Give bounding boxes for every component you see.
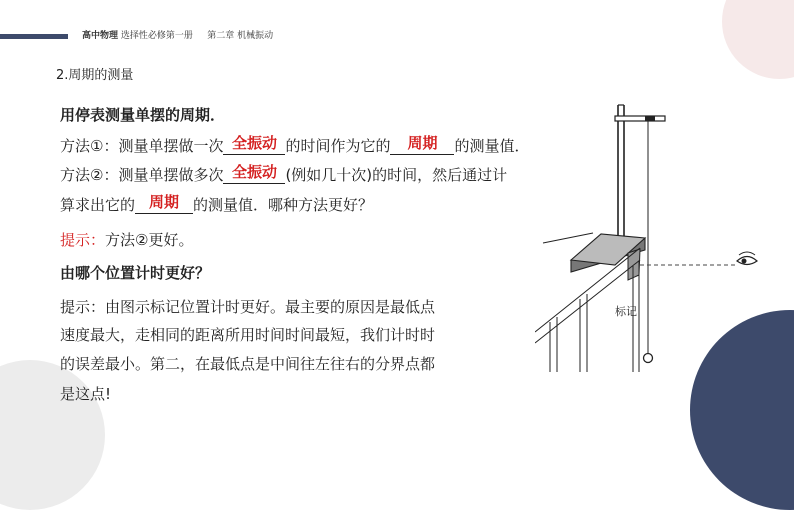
method1-middle: 的时间作为它的 [285,137,391,155]
header-book: 选择性必修第一册 [120,31,193,41]
method2-blank-full-vibration: 全振动 [223,161,285,184]
eye-icon [737,252,757,265]
method2-line2-prefix: 算求出它的 [60,196,136,214]
method1-blank-full-vibration: 全振动 [223,132,285,155]
hint1-line [60,229,193,251]
answer2-line-3: 的误差最小。第二，在最低点是中间往左往右的分界点都 [60,355,436,373]
answer2-line-2: 速度最大，走相同的距离所用时间时间最短，我们计时时 [60,326,436,344]
method2-prefix: 方法②：测量单摆做多次 [60,166,224,184]
hint1-label: 提示： [60,231,106,249]
answer2-line-4: 是这点! [60,385,112,403]
pendulum-diagram [535,100,775,372]
header-chapter: 第二章 机械振动 [207,31,274,41]
method2-line2 [60,194,373,217]
method2-blank-period: 周期 [135,191,193,214]
method1-suffix: 的测量值． [454,137,530,155]
answer2-line-1: 提示：由图示标记位置计时更好。最主要的原因是最低点 [60,298,436,316]
decor-circle-top-right [722,0,794,79]
stand-arm [615,116,665,121]
table-top-edge [543,233,593,243]
method2-line [60,164,507,187]
method1-blank-period: 周期 [390,132,454,155]
header-accent-bar [0,34,68,39]
method2-line2-suffix: 的测量值．哪种方法更好？ [193,196,374,214]
section-title: 2.周期的测量 [56,68,134,83]
pendulum-bob [644,354,653,363]
question2-line: 由哪个位置计时更好？ [60,264,211,282]
page-header [82,28,273,41]
intro-line: 用停表测量单摆的周期． [60,106,226,124]
method2-suffix: (例如几十次)的时间，然后通过计 [285,166,508,184]
header-subject: 高中物理 [82,31,119,41]
hint1-text: 方法②更好。 [105,231,194,249]
method1-prefix: 方法①：测量单摆做一次 [60,137,224,155]
mark-label: 标记 [615,305,637,318]
method1-line [60,135,529,158]
pendulum-clamp [645,116,655,121]
